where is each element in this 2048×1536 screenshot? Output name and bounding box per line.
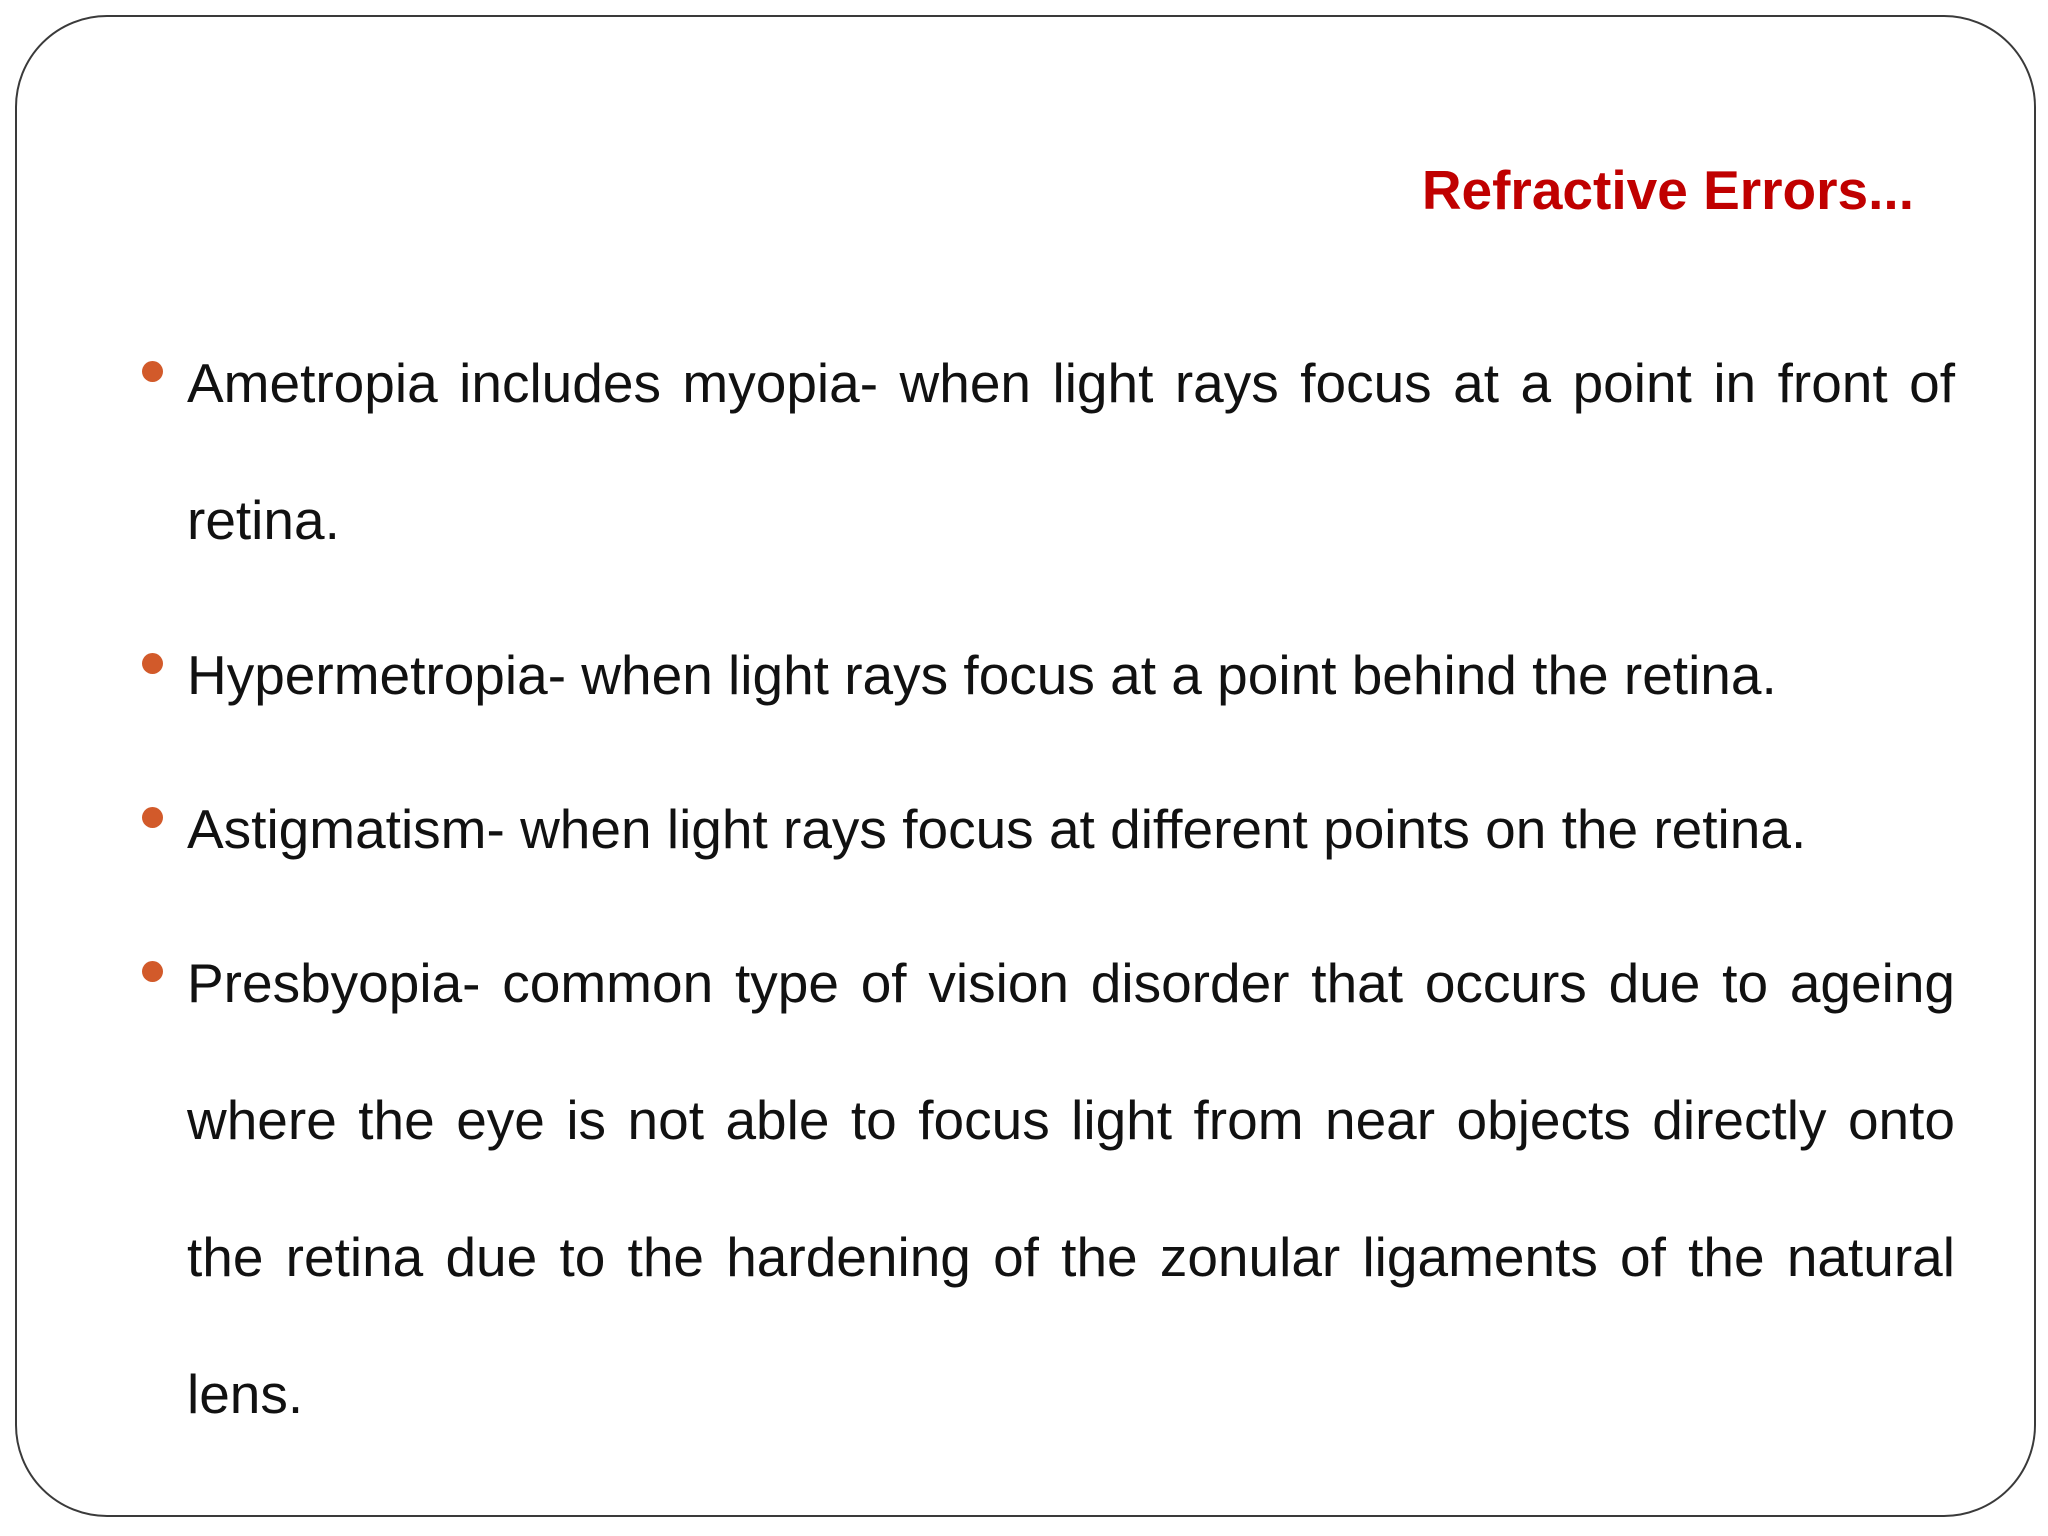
bullet-list xyxy=(17,17,2034,1515)
bullet-text: Presbyopia- common type of vision disorder that occurs due to ageing where the eye is not able to focus light from near objects directly onto the retina due to the hardening of the zonular ligaments of the natural lens. xyxy=(187,952,1955,1425)
bullet-item-astigmatism xyxy=(187,761,1955,898)
slide-title: Refractive Errors... xyxy=(1421,159,1914,221)
bullet-item-ametropia xyxy=(187,315,1955,589)
bullet-dot-icon xyxy=(142,807,163,828)
bullet-text: Hypermetropia- when light rays focus at a point behind the retina. xyxy=(187,644,1777,706)
bullet-dot-icon xyxy=(142,653,163,674)
bullet-dot-icon xyxy=(142,961,163,982)
bullet-dot-icon xyxy=(142,361,163,382)
slide-frame xyxy=(15,15,2036,1517)
bullet-text: Astigmatism- when light rays focus at different points on the retina. xyxy=(187,798,1807,860)
bullet-item-hypermetropia xyxy=(187,607,1955,744)
bullet-text: Ametropia includes myopia- when light rays focus at a point in front of retina. xyxy=(187,352,1955,551)
bullet-item-presbyopia xyxy=(187,915,1955,1463)
